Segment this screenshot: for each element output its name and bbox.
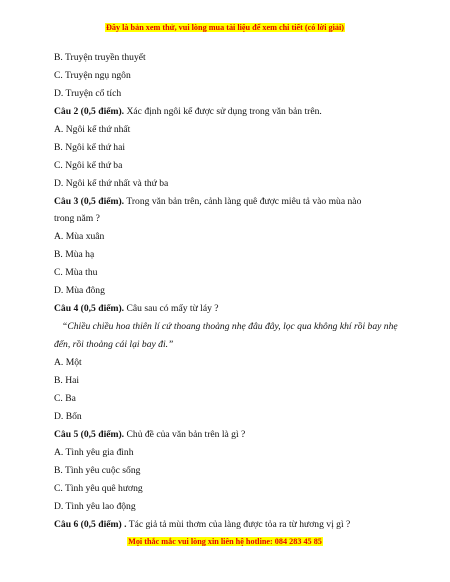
- q4-quote-line-1: “Chiều chiều hoa thiên lí cứ thoang thoảng nhẹ đâu đây, lọc qua không khí rồi bay nhẹ: [62, 321, 398, 332]
- question-2: [54, 106, 322, 118]
- q3-option-b: B. Mùa hạ: [54, 249, 95, 260]
- footer-notice: [0, 537, 450, 546]
- question-2-text: Xác định ngôi kể được sử dụng trong văn bản trên.: [124, 106, 322, 117]
- question-3-text-cont: trong năm ?: [54, 213, 100, 224]
- q2-option-b: B. Ngôi kể thứ hai: [54, 142, 126, 153]
- question-4-text: Câu sau có mấy từ láy ?: [124, 303, 219, 314]
- option-d-fairytale: D. Truyện cổ tích: [54, 88, 122, 99]
- q4-option-d: D. Bốn: [54, 411, 82, 422]
- q5-option-a: A. Tình yêu gia đình: [54, 447, 134, 458]
- q5-option-d: D. Tình yêu lao động: [54, 501, 136, 512]
- q5-option-b: B. Tình yêu cuộc sống: [54, 465, 141, 476]
- q2-option-d: D. Ngôi kể thứ nhất và thứ ba: [54, 178, 169, 189]
- question-3-text: Trong văn bản trên, cảnh làng quê được miêu tả vào mùa nào: [124, 196, 362, 207]
- q3-option-c: C. Mùa thu: [54, 267, 98, 278]
- q5-option-c: C. Tình yêu quê hương: [54, 483, 143, 494]
- question-5: [54, 429, 245, 441]
- header-notice: [0, 23, 450, 32]
- question-3-label: Câu 3 (0,5 điểm).: [54, 196, 125, 207]
- question-6-text: Tác giả tả mùi thơm của làng được tỏa ra từ hương vị gì ?: [126, 519, 351, 530]
- question-4: [54, 303, 219, 315]
- question-4-label: Câu 4 (0,5 điểm).: [54, 303, 125, 314]
- q2-option-c: C. Ngôi kể thứ ba: [54, 160, 123, 171]
- q3-option-a: A. Mùa xuân: [54, 231, 105, 242]
- header-notice-text: Đây là bản xem thử, vui lòng mua tài liệu để xem chi tiết (có lời giải): [105, 23, 344, 32]
- q4-option-c: C. Ba: [54, 393, 76, 404]
- q3-option-d: D. Mùa đông: [54, 285, 105, 296]
- q4-option-a: A. Một: [54, 357, 82, 368]
- q4-quote-line-2: đến, rồi thoảng cái lại bay đi.”: [54, 339, 174, 350]
- footer-notice-text: Mọi thắc mắc vui lòng xin liên hệ hotline: 084 283 45 85: [128, 537, 322, 546]
- q2-option-a: A. Ngôi kể thứ nhất: [54, 124, 131, 135]
- question-5-label: Câu 5 (0,5 điểm).: [54, 429, 125, 440]
- q4-option-b: B. Hai: [54, 375, 80, 386]
- option-b-legend: B. Truyện truyền thuyết: [54, 52, 146, 63]
- question-5-text: Chủ đề của văn bản trên là gì ?: [124, 429, 246, 440]
- question-6: [54, 519, 350, 531]
- option-c-fable: C. Truyện ngụ ngôn: [54, 70, 131, 81]
- question-2-label: Câu 2 (0,5 điểm).: [54, 106, 125, 117]
- question-6-label: Câu 6 (0,5 điểm) .: [54, 519, 127, 530]
- question-3: [54, 196, 361, 208]
